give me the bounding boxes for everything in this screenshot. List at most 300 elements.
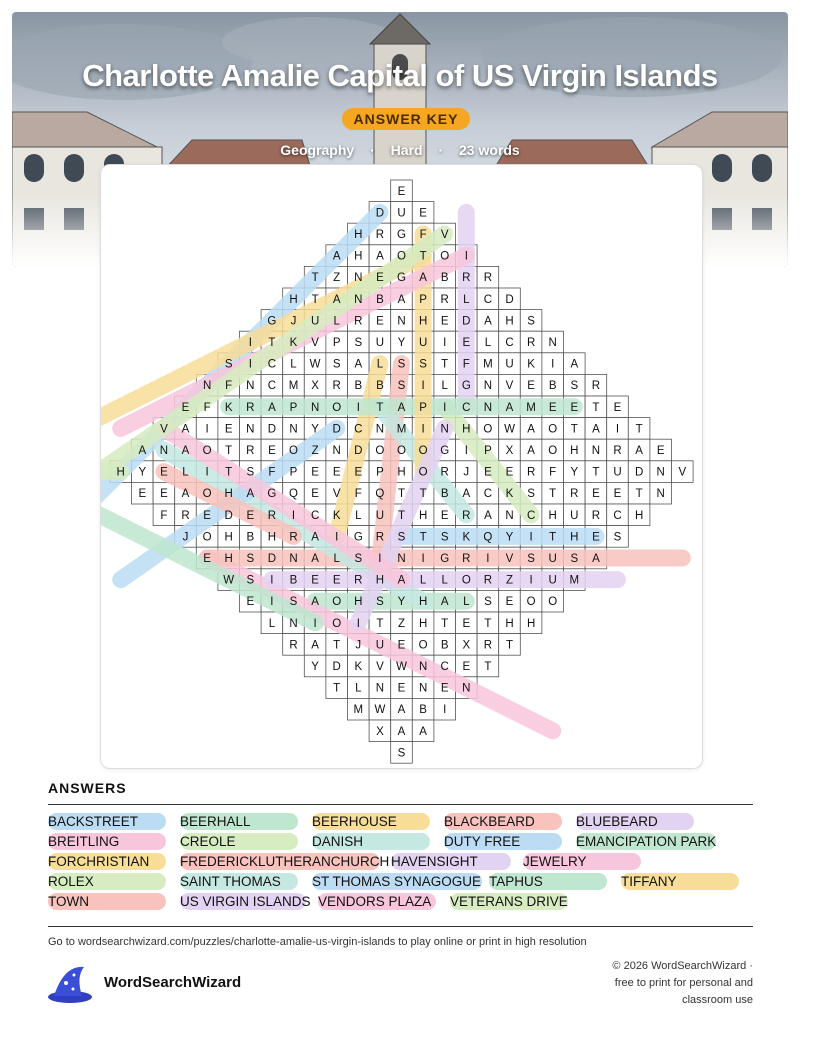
grid-letter: A (484, 315, 492, 328)
grid-letter: E (376, 315, 384, 328)
grid-letter: R (332, 380, 341, 393)
grid-letter: H (224, 553, 233, 565)
grid-letter: T (635, 423, 643, 436)
grid-letter: M (396, 423, 407, 436)
grid-letter: T (333, 682, 341, 695)
grid-letter: W (309, 358, 321, 371)
grid-letter: H (354, 250, 363, 263)
grid-letter: T (268, 337, 276, 349)
grid-letter: H (375, 574, 385, 587)
grid-letter: L (355, 682, 362, 695)
grid-letter: U (375, 639, 385, 652)
copyright-line: free to print for personal and (614, 977, 753, 989)
brand-name: WordSearchWizard (104, 974, 242, 991)
grid-letter: N (159, 445, 169, 457)
grid-letter: D (224, 509, 233, 522)
grid-letter: I (486, 553, 490, 565)
grid-letter: O (375, 445, 385, 457)
grid-letter: E (592, 531, 600, 544)
grid-letter: S (484, 596, 492, 609)
grid-letter: H (505, 315, 514, 328)
answer-key-badge: ANSWER KEY (342, 108, 470, 130)
grid-letter: E (397, 185, 406, 198)
grid-letter: X (311, 380, 319, 393)
grid-letter: T (311, 272, 319, 285)
grid-letter: E (246, 509, 255, 522)
grid-letter: E (332, 466, 341, 479)
grid-letter: H (418, 596, 428, 609)
grid-letter: N (310, 401, 320, 414)
grid-letter: O (548, 423, 558, 436)
grid-letter: M (569, 574, 580, 587)
answer-word (450, 893, 568, 910)
grid-letter: S (419, 358, 427, 371)
grid-letter: C (462, 401, 471, 414)
meta-word-count: 23 words (459, 142, 520, 158)
grid-letter: A (311, 553, 319, 565)
grid-letter: E (462, 337, 471, 349)
grid-letter: R (462, 509, 471, 522)
grid-letter: S (332, 358, 341, 371)
grid-letter: U (310, 315, 320, 328)
grid-letter: O (289, 445, 298, 457)
grid-letter: T (225, 466, 233, 479)
grid-letter: R (526, 337, 536, 349)
answer-word (180, 873, 281, 890)
grid-letter: R (375, 229, 385, 241)
grid-letter: A (397, 293, 406, 306)
grid-letter: N (548, 337, 557, 349)
grid-letter: I (270, 596, 274, 609)
grid-letter: H (224, 531, 233, 544)
grid-letter: U (397, 207, 406, 220)
grid-letter: C (613, 509, 622, 522)
grid-letter: A (505, 401, 514, 414)
answer-label: BEERHALL (180, 814, 251, 829)
grid-letter: R (591, 509, 601, 522)
grid-letter: T (484, 661, 492, 673)
grid-letter: S (246, 574, 255, 587)
grid-letter: G (440, 445, 450, 457)
grid-letter: C (483, 293, 493, 306)
grid-letter: T (397, 488, 406, 501)
grid-letter: K (332, 509, 341, 522)
grid-letter: D (462, 315, 471, 328)
grid-letter: N (375, 423, 385, 436)
grid-letter: R (462, 272, 471, 285)
grid-letter: A (246, 488, 255, 501)
answer-word (48, 853, 149, 870)
grid-letter: E (311, 466, 319, 479)
grid-letter: W (223, 574, 235, 587)
grid-letter: H (289, 293, 298, 306)
grid-letter: H (418, 617, 428, 630)
grid-letter: T (592, 401, 600, 414)
grid-letter: N (591, 445, 601, 457)
grid-letter: K (354, 661, 363, 673)
grid-letter: O (440, 250, 450, 263)
answer-label: SAINT THOMAS (180, 874, 281, 889)
grid-letter: I (421, 553, 425, 565)
grid-letter: G (267, 315, 277, 328)
grid-letter: A (484, 509, 492, 522)
answer-word (489, 873, 543, 890)
grid-letter: E (440, 315, 449, 328)
copyright-line: classroom use (682, 994, 753, 1006)
grid-letter: O (418, 639, 428, 652)
grid-letter: N (418, 661, 428, 673)
wizard-hat-logo (46, 963, 94, 1010)
answer-label: BREITLING (48, 834, 120, 849)
grid-letter: U (613, 466, 622, 479)
grid-letter: S (354, 337, 363, 349)
answer-label: BLACKBEARD (444, 814, 535, 829)
grid-letter: W (504, 423, 515, 436)
grid-letter: B (440, 272, 449, 285)
grid-letter: A (268, 401, 276, 414)
grid-letter: J (355, 639, 362, 652)
grid-letter: F (419, 229, 427, 241)
grid-letter: I (356, 401, 360, 414)
grid-letter: E (462, 617, 471, 630)
grid-letter: T (484, 617, 492, 630)
grid-letter: I (313, 617, 317, 630)
grid-letter: H (418, 315, 428, 328)
grid-letter: M (483, 358, 493, 371)
grid-letter: B (354, 380, 363, 393)
answer-word (318, 893, 431, 910)
grid-letter: L (463, 293, 470, 306)
grid-letter: Z (333, 272, 341, 285)
grid-letter: T (441, 358, 449, 371)
grid-letter: R (570, 488, 579, 501)
grid-letter: I (356, 617, 360, 630)
grid-letter: S (246, 553, 255, 565)
grid-letter: T (419, 250, 427, 263)
grid-letter: X (505, 445, 514, 457)
grid-letter: L (333, 315, 340, 328)
grid-letter: F (549, 466, 557, 479)
grid-letter: A (311, 596, 319, 609)
grid-letter: A (138, 445, 147, 457)
grid-letter: H (418, 509, 428, 522)
grid-letter: O (483, 423, 493, 436)
grid-letter: I (335, 531, 339, 544)
grid-letter: W (374, 704, 386, 717)
grid-letter: R (181, 509, 190, 522)
grid-letter: S (397, 747, 406, 760)
grid-letter: D (354, 445, 363, 457)
grid-letter: U (418, 337, 428, 349)
answer-word (180, 833, 236, 850)
answer-word (48, 893, 89, 910)
grid-letter: A (419, 272, 427, 285)
grid-letter: P (289, 401, 298, 414)
grid-letter: E (419, 207, 427, 220)
copyright (553, 958, 753, 1009)
grid-letter: G (461, 380, 471, 393)
answer-label: TIFFANY (621, 874, 677, 889)
grid-letter: A (332, 250, 341, 263)
answer-word (180, 853, 389, 870)
grid-letter: O (397, 250, 406, 263)
grid-letter: B (289, 574, 298, 587)
grid-letter: D (375, 207, 385, 220)
grid-letter: U (375, 337, 385, 349)
grid-letter: A (311, 639, 319, 652)
grid-letter: D (267, 423, 277, 436)
grid-letter: G (397, 229, 406, 241)
grid-letter: N (483, 380, 493, 393)
puzzle-meta (0, 142, 800, 158)
grid-letter: S (570, 380, 579, 393)
grid-letter: N (289, 553, 298, 565)
grid-letter: I (205, 423, 209, 436)
grid-letter: I (443, 337, 447, 349)
grid-letter: E (311, 488, 319, 501)
grid-letter: N (440, 423, 449, 436)
grid-letter: O (548, 596, 558, 609)
grid-letter: F (225, 380, 233, 393)
grid-letter: R (613, 445, 622, 457)
grid-letter: A (354, 358, 363, 371)
grid-letter: I (443, 704, 447, 717)
grid-letter: R (267, 509, 277, 522)
grid-letter: L (441, 574, 448, 587)
grid-letter: M (288, 380, 299, 393)
answer-word (48, 873, 94, 890)
grid-letter: O (397, 445, 406, 457)
grid-letter: T (635, 488, 643, 501)
grid-letter: K (462, 531, 471, 544)
meta-separator: · (370, 142, 375, 158)
grid-letter: L (441, 380, 448, 393)
grid-letter: H (526, 617, 536, 630)
grid-letter: N (462, 682, 471, 695)
grid-letter: T (505, 639, 514, 652)
grid-letter: L (419, 574, 427, 587)
grid-letter: E (613, 488, 622, 501)
answer-word (523, 853, 587, 870)
grid-letter: N (332, 445, 341, 457)
grid-letter: O (526, 596, 536, 609)
grid-letter: T (397, 509, 406, 522)
word-search-grid (101, 165, 702, 768)
grid-letter: G (267, 488, 277, 501)
footer-link[interactable]: Go to wordsearchwizard.com/puzzles/charlotte-amalie-us-virgin-islands to play online or print in high resolution (48, 936, 587, 948)
grid-letter: I (205, 466, 209, 479)
grid-letter: L (376, 358, 384, 371)
grid-letter: H (570, 445, 579, 457)
answers-heading: ANSWERS (48, 780, 127, 796)
grid-letter: I (421, 423, 425, 436)
grid-letter: N (483, 401, 493, 414)
grid-letter: E (332, 574, 341, 587)
grid-letter: O (332, 617, 342, 630)
grid-letter: T (441, 617, 449, 630)
grid-letter: S (613, 531, 622, 544)
page-title: Charlotte Amalie Capital of US Virgin Islands (82, 58, 718, 93)
grid-letter: E (160, 466, 168, 479)
grid-letter: N (354, 293, 363, 306)
grid-letter: F (462, 358, 470, 371)
grid-letter: I (291, 509, 296, 522)
grid-letter: F (203, 401, 211, 414)
grid-letter: I (615, 423, 620, 436)
grid-letter: N (289, 423, 298, 436)
answer-label: DANISH (312, 834, 364, 849)
grid-letter: P (376, 466, 384, 479)
grid-letter: S (570, 553, 579, 565)
grid-letter: X (462, 639, 471, 652)
grid-letter: B (376, 293, 384, 306)
grid-letter: T (549, 531, 557, 544)
grid-letter: I (270, 574, 274, 587)
grid-letter: N (656, 488, 665, 501)
grid-letter: A (181, 488, 190, 501)
grid-letter: L (182, 466, 189, 479)
grid-letter: E (203, 553, 211, 565)
grid-letter: B (419, 704, 427, 717)
grid-letter: O (461, 574, 471, 587)
grid-letter: Z (311, 445, 319, 457)
grid-letter: R (354, 574, 363, 587)
grid-letter: A (397, 401, 406, 414)
grid-letter: L (290, 358, 297, 371)
grid-letter: J (463, 466, 470, 479)
grid-letter: H (224, 488, 233, 501)
grid-letter: V (332, 488, 341, 501)
grid-letter: I (248, 337, 252, 349)
grid-letter: P (332, 337, 341, 349)
answer-word (444, 813, 535, 830)
grid-letter: Y (570, 466, 579, 479)
answer-word (312, 813, 397, 830)
grid-letter: E (376, 272, 384, 285)
grid-letter: H (397, 466, 406, 479)
grid-letter: H (505, 617, 514, 630)
grid-letter: T (311, 293, 319, 306)
grid-letter: F (268, 466, 276, 479)
grid-letter: A (570, 358, 579, 371)
grid-letter: H (267, 531, 277, 544)
grid-letter: G (397, 272, 406, 285)
grid-letter: E (160, 488, 168, 501)
grid-letter: I (378, 553, 382, 565)
grid-letter: A (635, 445, 643, 457)
grid-letter: A (592, 423, 600, 436)
grid-letter: T (376, 617, 384, 630)
grid-letter: R (483, 574, 493, 587)
grid-letter: S (397, 380, 406, 393)
answer-word (180, 813, 251, 830)
grid-letter: K (224, 401, 233, 414)
answer-label: ROLEX (48, 874, 94, 889)
grid-letter: P (289, 466, 298, 479)
answer-word (576, 813, 658, 830)
grid-letter: D (332, 423, 341, 436)
grid-letter: R (591, 380, 601, 393)
grid-letter: D (267, 553, 277, 565)
grid-letter: S (289, 596, 298, 609)
grid-letter: O (202, 445, 212, 457)
grid-letter: C (267, 358, 277, 371)
grid-letter: K (505, 488, 514, 501)
grid-letter: U (570, 509, 579, 522)
grid-letter: Y (311, 423, 319, 436)
grid-letter: L (355, 509, 362, 522)
grid-letter: E (527, 380, 535, 393)
grid-letter: N (375, 682, 385, 695)
grid-letter: V (440, 229, 449, 241)
answer-word (312, 873, 481, 890)
answer-word (180, 893, 311, 910)
grid-letter: S (246, 466, 255, 479)
grid-letter: O (202, 531, 212, 544)
grid-letter: S (354, 553, 363, 565)
grid-letter: O (418, 466, 428, 479)
grid-letter: E (397, 682, 406, 695)
grid-letter: A (527, 423, 535, 436)
grid-letter: J (182, 531, 189, 544)
grid-letter: C (267, 380, 277, 393)
grid-letter: A (592, 553, 600, 565)
grid-letter: O (332, 401, 342, 414)
grid-letter: K (289, 337, 298, 349)
grid-letter: E (138, 488, 147, 501)
answer-word (48, 813, 138, 830)
grid-letter: S (527, 553, 535, 565)
meta-difficulty: Hard (390, 142, 423, 158)
grid-letter: T (225, 445, 233, 457)
grid-letter: T (549, 488, 557, 501)
grid-letter: K (527, 358, 535, 371)
grid-letter: Y (505, 531, 514, 544)
divider (48, 804, 753, 805)
grid-letter: N (397, 553, 406, 565)
grid-letter: L (333, 553, 340, 565)
answer-label: BACKSTREET (48, 814, 139, 829)
grid-letter: I (421, 380, 425, 393)
answer-word (576, 833, 716, 850)
grid-letter: Q (289, 488, 298, 501)
grid-letter: T (592, 466, 600, 479)
grid-letter: C (354, 423, 363, 436)
grid-letter: I (529, 574, 533, 587)
answer-word (444, 833, 520, 850)
grid-letter: G (440, 553, 450, 565)
grid-letter: A (462, 488, 471, 501)
grid-letter: O (548, 445, 558, 457)
grid-letter: V (160, 423, 168, 436)
grid-letter: Y (311, 661, 319, 673)
grid-letter: T (333, 639, 341, 652)
grid-letter: S (527, 315, 535, 328)
grid-letter: A (419, 725, 427, 738)
grid-letter: A (181, 445, 190, 457)
grid-letter: I (464, 250, 468, 263)
grid-letter: N (397, 315, 406, 328)
grid-letter: E (224, 423, 233, 436)
grid-letter: E (246, 596, 255, 609)
grid-letter: Z (505, 574, 514, 587)
grid-letter: C (505, 337, 514, 349)
grid-letter: L (463, 596, 470, 609)
grid-letter: E (570, 401, 579, 414)
grid-letter: E (311, 574, 319, 587)
grid-letter: H (462, 423, 471, 436)
answer-label: BEERHOUSE (312, 814, 397, 829)
